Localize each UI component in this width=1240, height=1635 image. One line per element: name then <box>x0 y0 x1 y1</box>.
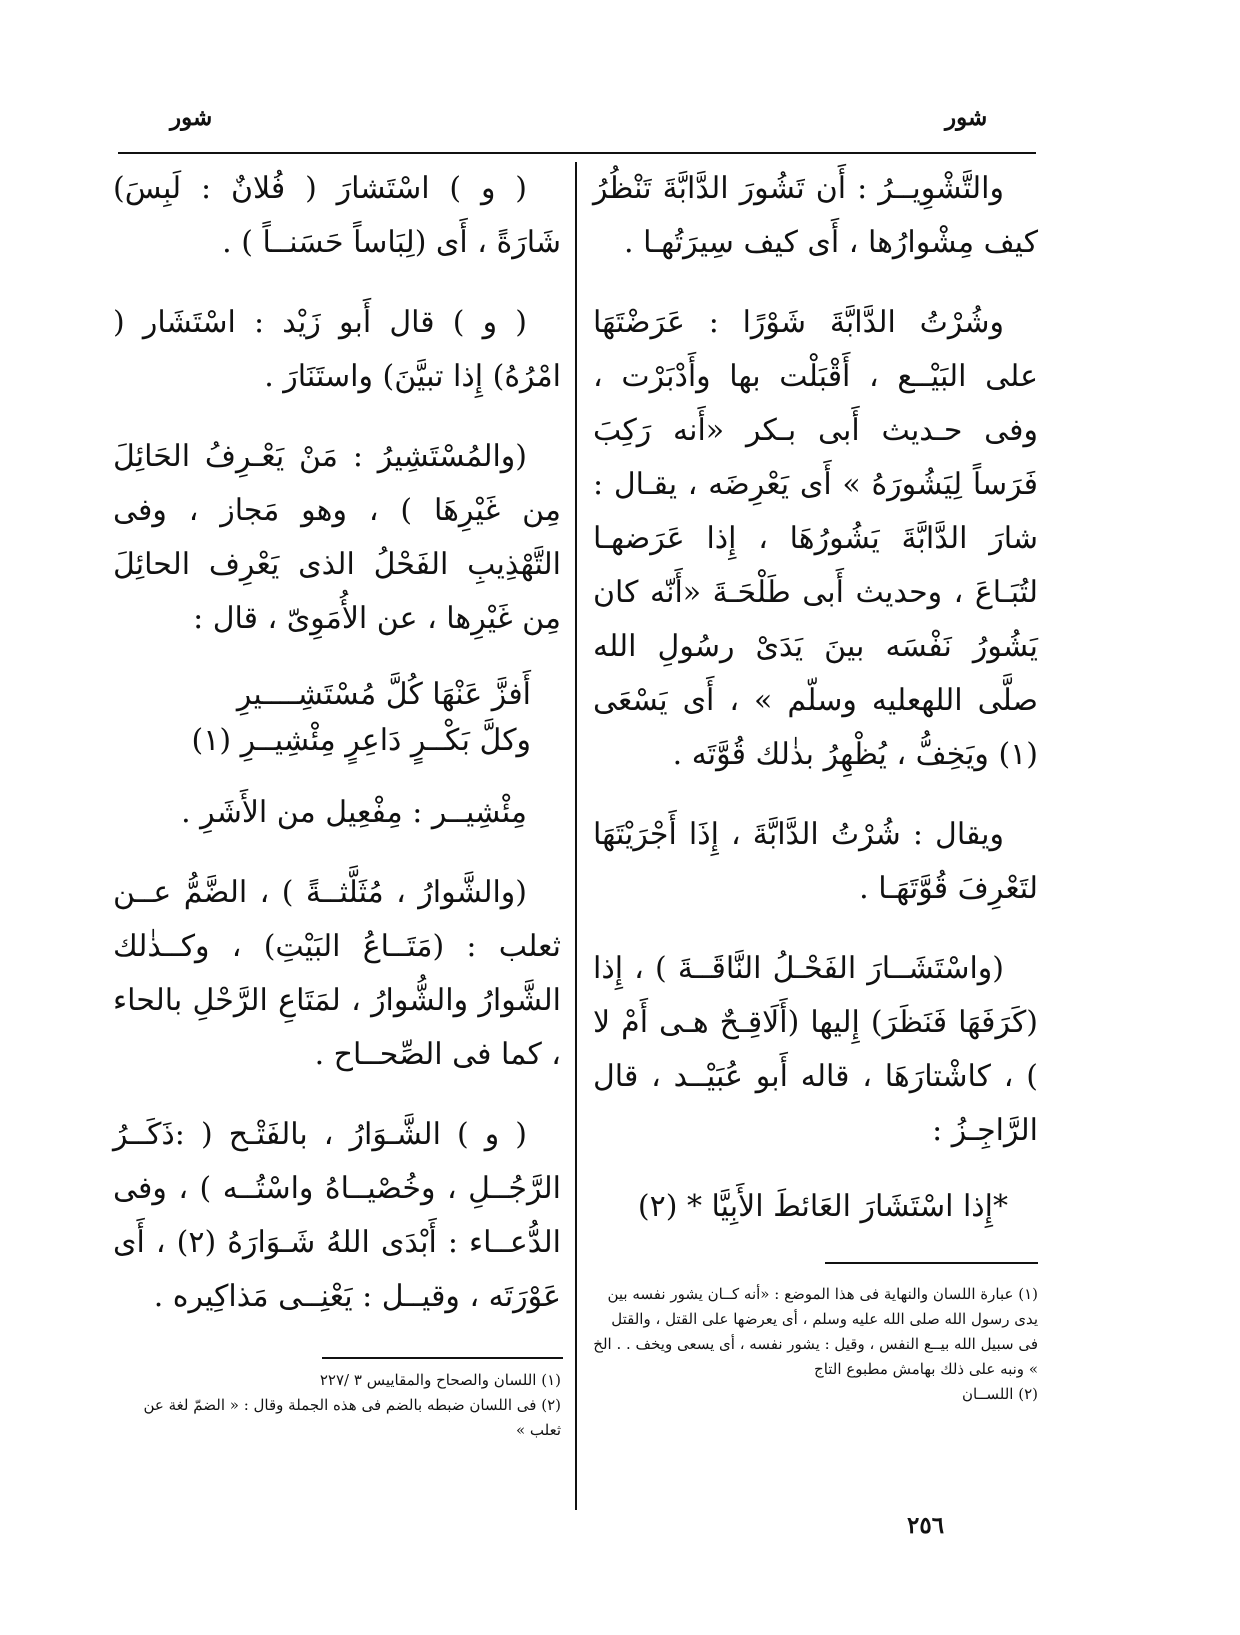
page-number: ٢٥٦ <box>907 1512 945 1539</box>
running-header-right: شور <box>945 104 988 131</box>
footnote: (٢) فى اللسان ضبطه بالضم فى هذه الجملة وقال : « الضمّ لغة عن ثعلب » <box>143 1396 561 1439</box>
paragraph: وشُرْتُ الدَّابَّةَ شَوْرًا : عَرَضْتَهَا على البَيْــع ، أَقْبَلْت بها وأَدْبَرْت ، وفى حـديث أَبى بـكر «أَنه رَكِبَ فَرَساً لِيَشُورَهُ » أَى يَعْرِضَه ، يقـال : شارَ الدَّابَّةَ يَشُورُهَا ، إِذا عَرَضهـا لتُبَـاعَ ، وحديث أَبى طَلْحَـةَ «أَنّه كان يَشُورُ نَفْسَه بينَ يَدَىْ رسُولِ الله صلَّى اللهعليه وسلّم » ، أَى يَسْعَى (١) ويَخِفُّ ، يُظْهِرُ بذٰلك قُوَّتَه . <box>593 305 1038 772</box>
paragraph: ( و ) اسْتَشارَ ( فُلانٌ : لَبِسَ) شَارَةً ، أَى (لِبَاساً حَسَنــاً ) . <box>113 171 561 260</box>
column-divider <box>575 162 577 1510</box>
paragraph: ( و ) قال أَبو زَيْد : اسْتَشَار ( امْرُهُ) إِذا تبيَّنَ) واستَنَارَ . <box>113 305 561 394</box>
left-column <box>113 162 561 1350</box>
footnote-rule-left <box>322 1357 563 1359</box>
footnote: (٢) اللســان <box>961 1385 1038 1403</box>
paragraph: والتَّشْوِيــرُ : أَن تَشُورَ الدَّابَّةَ تَنْظُرُ كيف مِشْوارُها ، أَى كيف سِيرَتُهـا . <box>593 171 1038 260</box>
paragraph: (والمُسْتَشِيرُ : مَنْ يَعْـرِفُ الحَائِلَ مِن غَيْرِهَا ) ، وهو مَجاز ، وفى التَّهْذِيبِ الفَحْلُ الذى يَعْرِف الحائِلَ مِن غَيْرِها ، عن الأُمَوِىّ ، قال : <box>113 439 561 636</box>
footnote: (١) عبارة اللسان والنهاية فى هذا الموضع : «أنه كــان يشور نفسه بين يدى رسول الله صلى الله عليه وسلم ، أى يعرضها على القتل ، والقتل فى سبيل الله بيــع النفس ، وقيل : يشور نفسه ، أى يسعى ويخف . . الخ » ونبه على ذلك بهامش مطبوع التاج <box>593 1285 1038 1378</box>
footnote: (١) اللسان والصحاح والمقاييس ٣ /٢٢٧ <box>319 1371 561 1389</box>
verse <box>113 672 561 764</box>
running-header-left: شور <box>170 104 213 131</box>
header-rule <box>118 152 1036 154</box>
footnotes-left <box>113 1368 561 1443</box>
verse: *إِذا اسْتَشَارَ العَائطَ الأَبِيَّا * (٢) <box>637 1189 1008 1224</box>
right-column <box>593 162 1038 1252</box>
paragraph: (والشَّوارُ ، مُثَلَّثــةً ) ، الضَّمُّ عــن ثعلب : (مَتَــاعُ البَيْتِ) ، وكــذٰلك الشَّوارُ والشُّوارُ ، لمَتَاعِ الرَّحْلِ بالحاء ، كما فى الصِّحــاح . <box>113 875 561 1072</box>
paragraph: (واسْتَشَــارَ الفَحْـلُ النَّاقَــةَ ) ، إِذا (كَرَفَهَا فَنَظَرَ) إِليها (أَلَاقِـحٌ هـى أَمْ لا ) ، كاشْتارَهَا ، قاله أَبو عُبَيْــد ، قال الرَّاجِـزُ : <box>593 951 1038 1148</box>
paragraph: مِئْشِيــر : مِفْعِيل من الأَشَرِ . <box>181 795 527 830</box>
paragraph: ويقال : شُرْتُ الدَّابَّةَ ، إِذَا أَجْرَيْتَهَا لتَعْرِفَ قُوَّتَهَـا . <box>593 817 1038 906</box>
footnotes-right <box>593 1282 1038 1407</box>
verse-line-1: أَفزَّ عَنْهَا كُلَّ مُسْتَشِــــيرِ <box>236 677 531 712</box>
paragraph: ( و ) الشَّـوَارُ ، بالفَتْـح ( :ذَكَــرُ الرَّجُــلِ ، وخُصْيــاهُ واسْتُــه ) ، وفى الدُّعــاء : أَبْدَى اللهُ شَـوَارَهُ (٢) ، أَى عَوْرَتَه ، وقيــل : يَعْنِــى مَذاكِيره . <box>113 1117 561 1314</box>
verse-line-2: وكلَّ بَكْــرٍ دَاعِرٍ مِئْشِيــرِ (١) <box>191 723 531 758</box>
footnote-rule-right <box>825 1262 1038 1264</box>
